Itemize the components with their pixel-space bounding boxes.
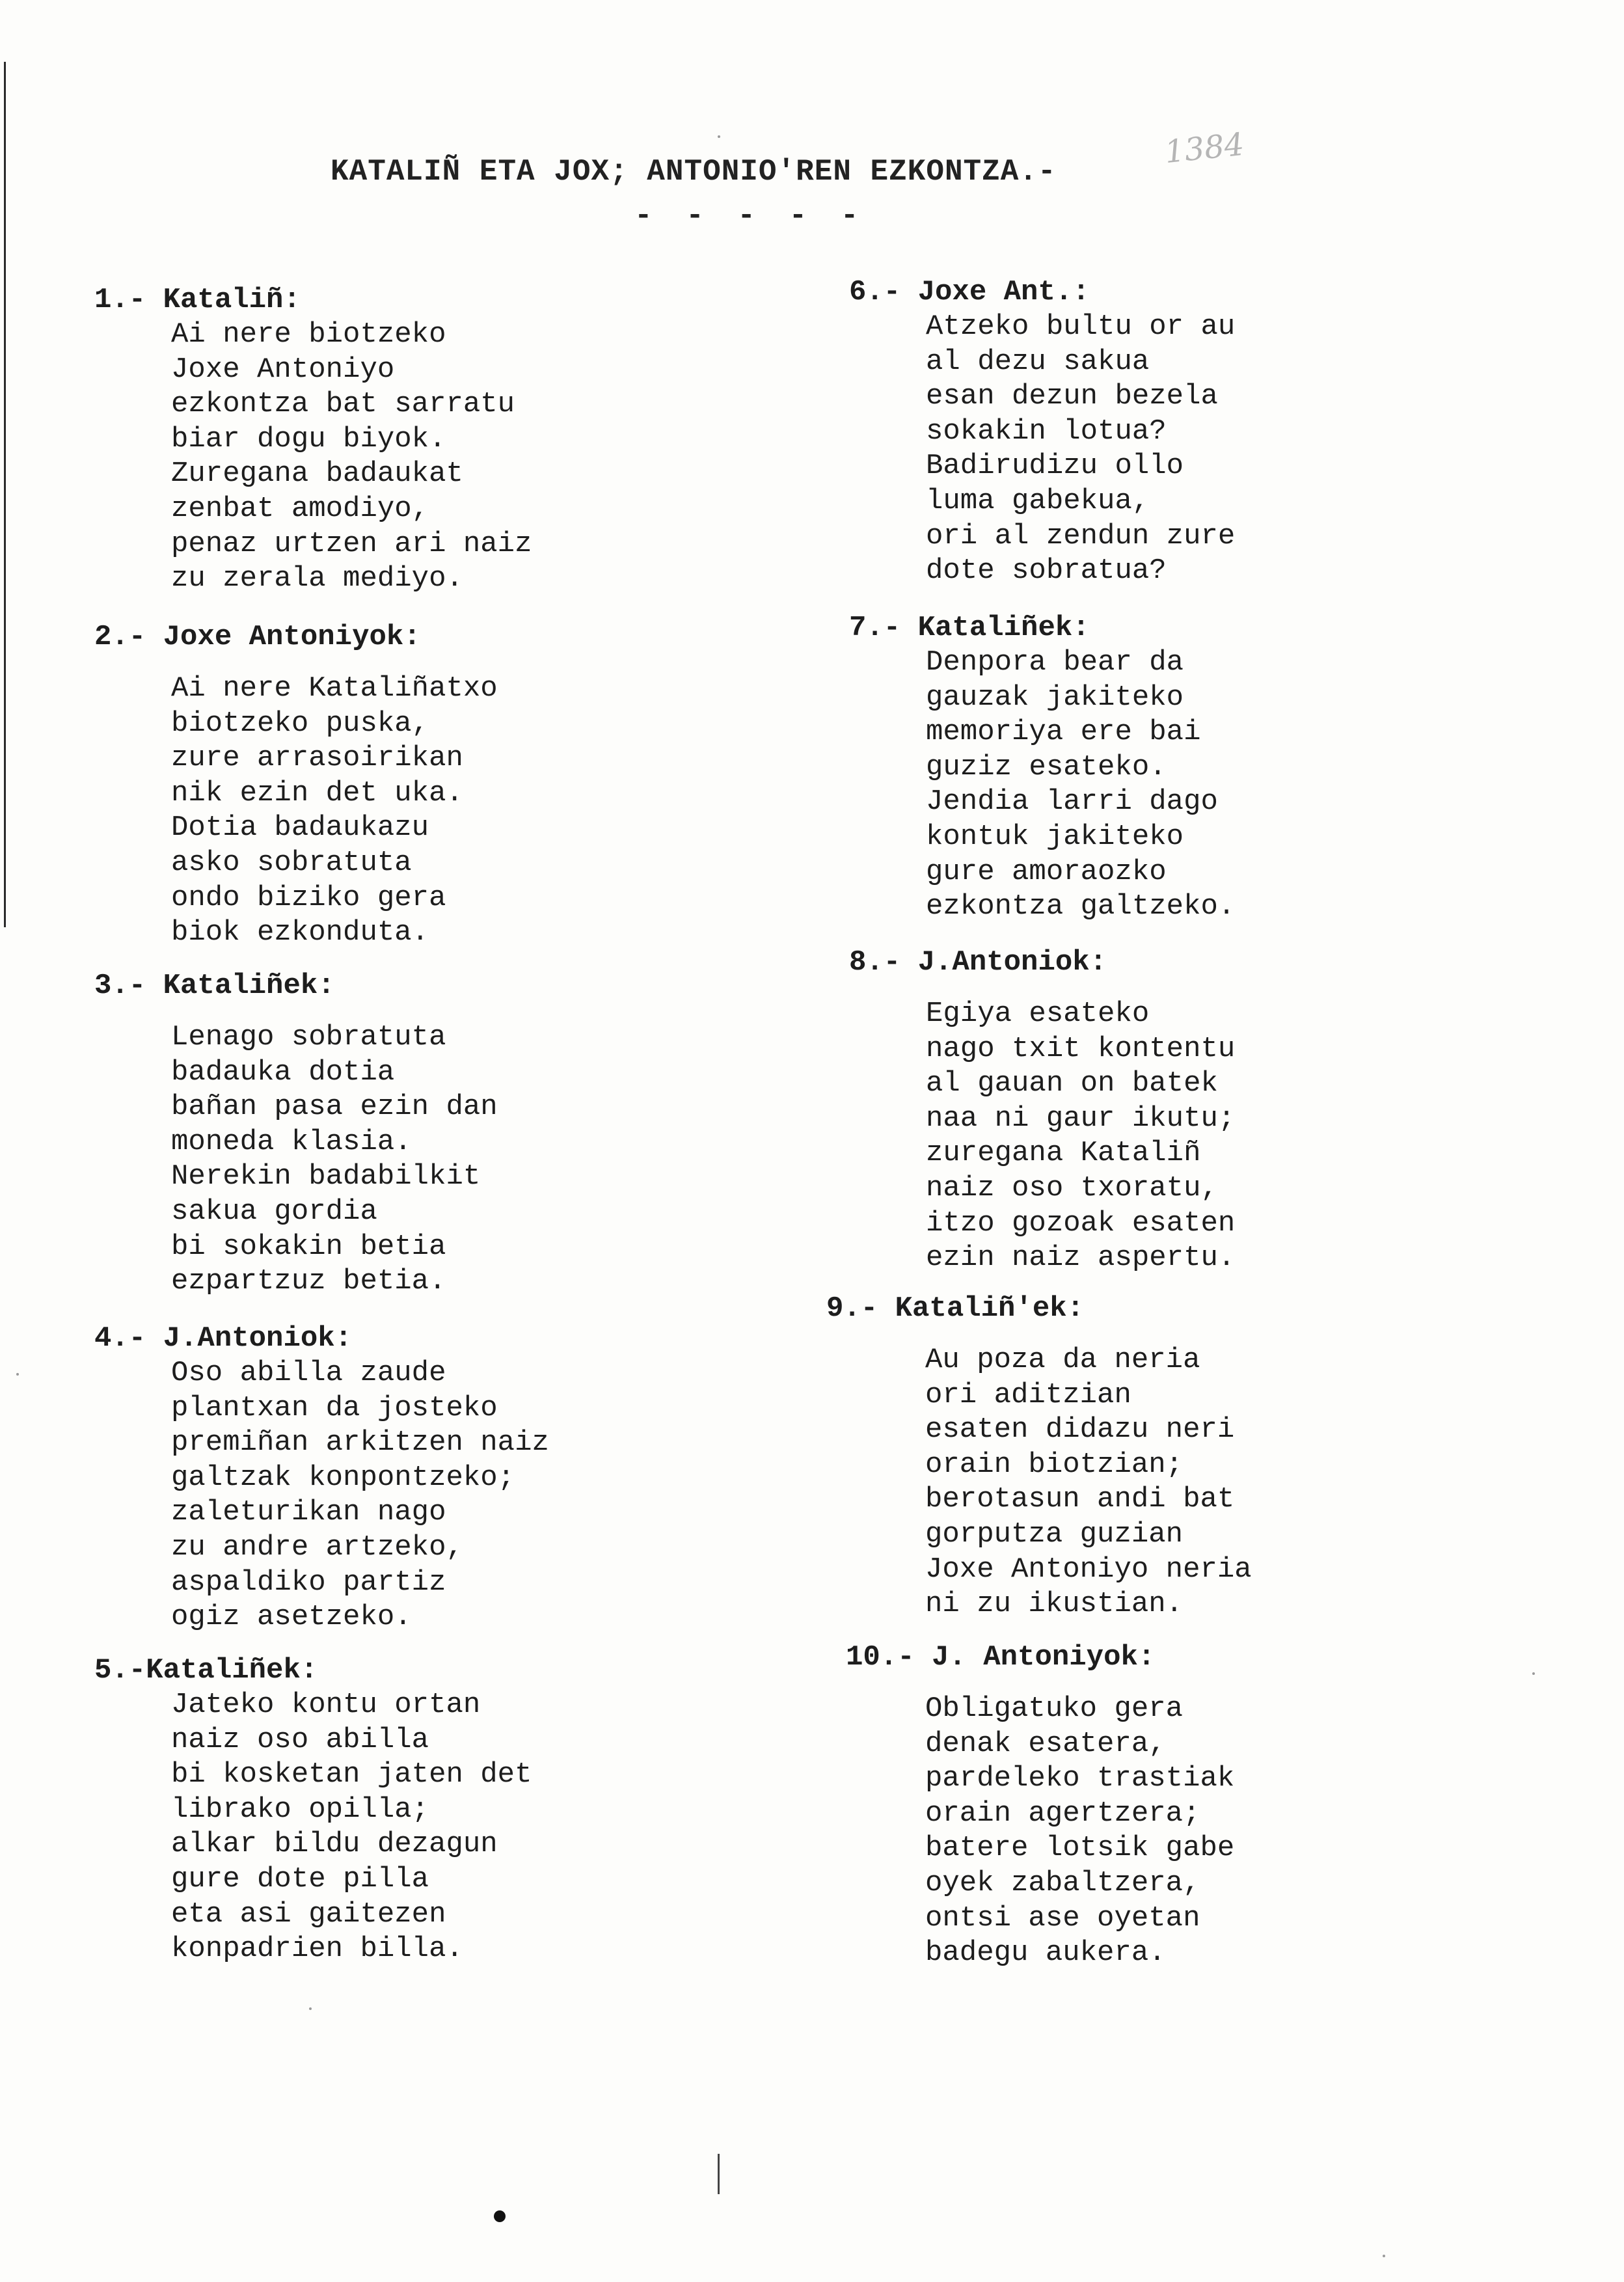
verse-line: biotzeko puska, <box>171 707 429 740</box>
verse-line: al gauan on batek <box>926 1067 1218 1100</box>
stanza-2 <box>94 619 498 951</box>
page-edge-line <box>4 62 6 927</box>
verse-line: Dotia badaukazu <box>171 811 429 845</box>
verse-line: al dezu sakua <box>926 345 1150 378</box>
stanza-7 <box>849 610 1235 925</box>
stanza-3 <box>94 968 498 1299</box>
verse-line: gure amoraozko <box>926 855 1167 888</box>
verse-line: luma gabekua, <box>926 484 1150 517</box>
stanza-10 <box>846 1640 1234 1971</box>
stanza-header: 1.- Kataliñ: <box>94 284 301 316</box>
verse-line: aspaldiko partiz <box>171 1566 446 1599</box>
stanza-lines <box>925 1343 1252 1622</box>
stanza-lines <box>926 310 1235 589</box>
stanza-header: 4.- J.Antoniok: <box>94 1322 353 1355</box>
stanza-lines <box>171 1356 549 1635</box>
verse-line: nik ezin det uka. <box>171 776 463 809</box>
verse-line: naiz oso abilla <box>171 1723 429 1756</box>
verse-line: guziz esateko. <box>926 750 1167 783</box>
verse-line: gorputza guzian <box>925 1517 1184 1551</box>
verse-line: ni zu ikustian. <box>925 1588 1184 1621</box>
stanza-lines <box>171 1020 498 1299</box>
stanza-9 <box>826 1291 1252 1622</box>
stanza-lines <box>926 645 1235 925</box>
verse-line: kontuk jakiteko <box>926 820 1184 853</box>
stanza-header: 8.- J.Antoniok: <box>849 946 1107 979</box>
title-underline: - - - - - <box>634 199 867 233</box>
verse-line: librako opilla; <box>171 1793 429 1826</box>
verse-line: ontsi ase oyetan <box>925 1901 1200 1935</box>
stanza-lines <box>925 1692 1234 1971</box>
verse-line: Jateko kontu ortan <box>171 1689 481 1721</box>
verse-line: zu andre artzeko, <box>171 1530 463 1564</box>
stanza-lines <box>171 672 498 951</box>
scan-speck <box>1383 2255 1385 2257</box>
scan-speck <box>309 2007 312 2010</box>
pen-mark <box>718 2154 720 2194</box>
verse-line: ezpartzuz betia. <box>171 1265 446 1298</box>
stanza-header: 5.-Kataliñek: <box>94 1654 318 1687</box>
verse-line: sokakin lotua? <box>926 414 1167 448</box>
stanza-lines <box>171 1688 532 1967</box>
verse-line: ezin naiz aspertu. <box>926 1242 1236 1275</box>
verse-line: Jendia larri dago <box>926 785 1218 819</box>
ink-dot <box>494 2210 506 2222</box>
verse-line: biar dogu biyok. <box>171 422 446 455</box>
verse-line: dote sobratua? <box>926 554 1167 588</box>
document-title: KATALIÑ ETA JOX; ANTONIO'REN EZKONTZA.- <box>331 155 1057 189</box>
verse-line: naiz oso txoratu, <box>926 1171 1218 1204</box>
verse-line: premiñan arkitzen naiz <box>171 1426 549 1460</box>
verse-line: bañan pasa ezin dan <box>171 1091 498 1124</box>
verse-line: ori aditzian <box>925 1378 1131 1411</box>
verse-line: pardeleko trastiak <box>925 1762 1235 1795</box>
verse-line: ondo biziko gera <box>171 881 446 914</box>
verse-line: Egiya esateko <box>926 998 1150 1030</box>
verse-line: denak esatera, <box>925 1727 1166 1760</box>
verse-line: Lenago sobratuta <box>171 1021 446 1053</box>
verse-line: gauzak jakiteko <box>926 681 1184 714</box>
verse-line: bi kosketan jaten det <box>171 1758 532 1791</box>
stanza-header: 9.- Kataliñ'ek: <box>826 1292 1085 1325</box>
verse-line: plantxan da josteko <box>171 1391 498 1424</box>
stanza-header: 7.- Kataliñek: <box>849 612 1090 644</box>
stanza-header: 3.- Kataliñek: <box>94 970 335 1002</box>
verse-line: batere lotsik gabe <box>925 1832 1235 1865</box>
stanza-lines <box>926 997 1235 1276</box>
verse-line: Ai nere biotzeko <box>171 318 446 351</box>
stanza-8 <box>849 945 1235 1276</box>
verse-line: galtzak konpontzeko; <box>171 1461 515 1494</box>
verse-line: berotasun andi bat <box>925 1483 1235 1516</box>
stanza-1 <box>94 282 532 597</box>
verse-line: orain agertzera; <box>925 1797 1200 1830</box>
verse-line: zure arrasoirikan <box>171 742 463 775</box>
verse-line: Ai nere Kataliñatxo <box>171 672 498 705</box>
verse-line: ezkontza galtzeko. <box>926 890 1236 923</box>
verse-line: oyek zabaltzera, <box>925 1866 1200 1899</box>
archive-number-annotation: 1384 <box>1163 126 1246 171</box>
verse-line: penaz urtzen ari naiz <box>171 527 532 560</box>
verse-line: konpadrien billa. <box>171 1933 463 1966</box>
verse-line: ogiz asetzeko. <box>171 1601 412 1634</box>
verse-line: zaleturikan nago <box>171 1496 446 1529</box>
verse-line: Nerekin badabilkit <box>171 1160 481 1193</box>
stanza-lines <box>171 318 532 597</box>
verse-line: badegu aukera. <box>925 1936 1166 1970</box>
verse-line: bi sokakin betia <box>171 1230 446 1263</box>
stanza-header: 2.- Joxe Antoniyok: <box>94 621 421 653</box>
stanza-4 <box>94 1321 549 1635</box>
verse-line: gure dote pilla <box>171 1862 429 1895</box>
verse-line: itzo gozoak esaten <box>926 1206 1236 1240</box>
stanza-header: 10.- J. Antoniyok: <box>846 1641 1156 1674</box>
verse-line: moneda klasia. <box>171 1125 412 1158</box>
scan-speck <box>16 1373 19 1376</box>
verse-line: badauka dotia <box>171 1055 395 1089</box>
verse-line: Zuregana badaukat <box>171 457 463 491</box>
verse-line: nago txit kontentu <box>926 1032 1236 1065</box>
verse-line: Atzeko bultu or au <box>926 310 1236 343</box>
verse-line: Joxe Antoniyo <box>171 353 395 386</box>
stanza-header: 6.- Joxe Ant.: <box>849 276 1090 308</box>
verse-line: asko sobratuta <box>171 846 412 879</box>
verse-line: memoriya ere bai <box>926 716 1201 749</box>
verse-line: alkar bildu dezagun <box>171 1828 498 1861</box>
scan-speck <box>718 135 720 138</box>
verse-line: zuregana Kataliñ <box>926 1137 1201 1170</box>
verse-line: ori al zendun zure <box>926 519 1236 552</box>
verse-line: Badirudizu ollo <box>926 450 1184 483</box>
verse-line: orain biotzian; <box>925 1448 1184 1481</box>
verse-line: Joxe Antoniyo neria <box>925 1553 1252 1586</box>
verse-line: naa ni gaur ikutu; <box>926 1102 1236 1135</box>
verse-line: Obligatuko gera <box>925 1692 1184 1725</box>
stanza-6 <box>849 275 1235 589</box>
scan-speck <box>1532 1672 1535 1675</box>
stanza-5 <box>94 1653 532 1967</box>
verse-line: eta asi gaitezen <box>171 1897 446 1931</box>
verse-line: Au poza da neria <box>925 1344 1200 1376</box>
verse-line: Denpora bear da <box>926 646 1184 679</box>
verse-line: zenbat amodiyo, <box>171 492 429 525</box>
verse-line: esan dezun bezela <box>926 380 1218 413</box>
verse-line: zu zerala mediyo. <box>171 562 463 595</box>
verse-line: biok ezkonduta. <box>171 916 429 949</box>
verse-line: esaten didazu neri <box>925 1413 1235 1447</box>
verse-line: Oso abilla zaude <box>171 1357 446 1389</box>
verse-line: sakua gordia <box>171 1195 377 1228</box>
verse-line: ezkontza bat sarratu <box>171 388 515 421</box>
